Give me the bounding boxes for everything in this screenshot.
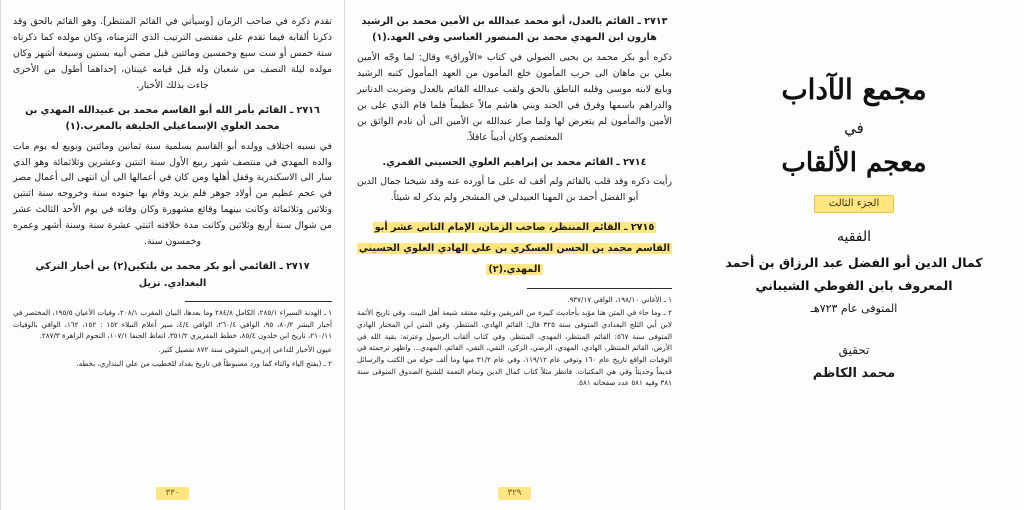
page-number-330 xyxy=(1,488,344,498)
author-name: كمال الدين أبو الفضل عبد الرزاق بن أحمد xyxy=(725,254,983,270)
tahqiq-label: تحقيق xyxy=(838,343,870,358)
entry-2713 xyxy=(357,14,672,146)
footnote: ٢ ـ وما جاء في المتن هنا مؤيد بأحاديث كبيرة من الفريقين وعليه معتقد شيعة أهل البيت. وفي تاريخ الأئمة لابن أبي الثلج البغدادي المتوفى سنة ٣٢٥ قال: القائم الهادي، المنتظر. وفي المتن ابن المختار الهادي المتوفى سنة ٥٦٧: القائم المنتظر، المهدي، المنتظر. وفي كتاب ألقاب الرسول وعترته: بقية الله في الأرض، القائم المنتظر، الهادي، المهدي، الرضي، الزكي، التقي، النقي، القائم، المهدي... واظهر ترجمته في الوفيات الواقع تاريخ عام ١٦٠ وتوفي عام ١١٩/١٢، وفي عام ٣١/٢ منها وما ألف حوله من الكتب والرسائل قديماً وحديثاً وفي هي المكتبات. فانظر مثلاً كتاب كمال الدين وتمام النعمة للشيخ الصدوق المتوفى سنة ٣٨١ وفيه ٥٨١ عدد صفحاته ٥٨١. xyxy=(357,308,672,388)
footnote: ١ ـ الأغاني ١٩٨/١٠، الوافي ٩٣٧/١٧. xyxy=(567,294,672,304)
author-known-as: المعروف بابن الفوطي الشيباني xyxy=(755,277,953,293)
text-block xyxy=(13,14,332,94)
page-330 xyxy=(0,0,344,510)
footnote: ١ ـ الهدنة السيراء ٢٨٥/١، الكامل ٢٨٤/٨ وما بعدها، البيان المغرب ٢٠٨/١، وفيات الأعيان ١٩٥/٥، المختصر في أخبار البشر ٨٠/٢، ٩٥، الوافي ٢٦٠/٤، الوافي ٤/٤، سير أعلام النبلاء ١٥٢ : ١٥٢، ١٦٢، الوافي بالوفيات ٢١٠/١١، تاريخ ابن خلدون ٨٥/٤، خطط المقريزي ٣٥١/٢، اتعاظ الحنفا ١٠٧/١، النجوم الزاهرة ٢٨٧/٣. xyxy=(13,308,333,341)
footnote-divider xyxy=(527,288,672,289)
entry-heading: ٢٧١٤ ـ القائم محمد بن إبراهيم العلوي الحسيني القمري. xyxy=(382,156,647,168)
author-label: الفقيه xyxy=(836,228,872,245)
entry-heading: ٢٧١٧ ـ القائمي أبو بكر محمد بن يلتكين(٢) بن أخبار التركي البغدادي. نزيل xyxy=(35,261,310,289)
entry-2715 xyxy=(357,215,672,279)
paragraph: رأيت ذكره وقد قلب بالقائم ولم أقف له على ما أورده عنه وقد شيخنا جمال الدين أبو الفضل أحمد بن المهنا العبيدلي في المشجر ولم يذكر له شيئاً. xyxy=(357,175,672,203)
page-329 xyxy=(344,0,684,510)
book-title-connector: في xyxy=(844,119,864,137)
book-subtitle: معجم الألقاب xyxy=(781,148,927,178)
entry-heading: ٢٧١٦ ـ القائم بأمر الله أبو القاسم محمد بن عبيدالله المهدي بن محمد العلوي الإسماعيلي الخليفة بالمغرب.(١) xyxy=(25,104,320,133)
footnote: ٢ ـ (بفتح الياء والتاء كما ورد مضبوطاً في تاريخ بغداد للخطيب من علي البنداري، بخطه. xyxy=(76,358,332,368)
entry-2714 xyxy=(357,155,672,206)
paragraph: في نسبه اختلاف وولده أبو القاسم بسلمية سنة ثمانين ومائتين وبويع له يوم مات والده المهدي في منتصف شهر ربيع الأول سنة اثنتين وعشرين وثلاثمائة وهو الذي سار الى الاسكندرية وقفل أهلها ومن كان في أعمالها الى أن انتهى الى أعمال مصر في عجم عظيم من أولاد جوهر فلم يزيد وقام بها جنوده سنة وخروجه سنة اثنتين وثلاثين وثلاثمائة وكانت بينهما وقائع مشهورة وكان وفاته في يوم الأحد الثالث عشر من شوال سنة أربع وثلاثين وكانت مدة خلافته اثنتي عشرة سنة وسنة أشهر وعمره وخمسون سنة. xyxy=(13,140,332,248)
entry-2717 xyxy=(13,259,332,292)
footnotes-329 xyxy=(357,294,672,389)
entry-heading: ٢٧١٣ ـ القائم بالعدل، أبو محمد عبدالله بن الأمين محمد بن الرشيد هارون ابن المهدي محمد بن المنصور العباسي وفي العهد.(١) xyxy=(361,16,668,44)
volume-badge: الجزء الثالث xyxy=(814,195,894,213)
book-title: مجمع الآداب xyxy=(781,73,927,106)
paragraph: تقدم ذكره في صاحب الزمان [وسيأتي في القائم المنتظر]. وهو القائم بالحق وقد ذكرنا ألقابه فيما تقدم على مقتضى الترتيب الذي التزمناه، وكان مولده كما ذكرناه سنة خمس أو ست سبع وخمسين ومائتين قبل مضي أبيه بستين وسبعة أشهر وكان مولده ليلة النصف من شعبان وله قبل قيامه غيبتان، إحداهما أطول من الأخرى جاءت بذلك الأخبار. xyxy=(13,16,332,91)
editor-name: محمد الكاظم xyxy=(812,366,896,382)
page-number-label: ٣٢٩ xyxy=(498,487,532,500)
footnotes-330 xyxy=(13,307,332,369)
page-number-label: ٣٣٠ xyxy=(156,487,190,500)
paragraph: ذكره أبو بكر محمد بن يحيى الصولي في كتاب «الأوراق» وقال: لما وجّه الأمين بعلي بن ماهان الى حرب المأمون خلع المأمون من العهد المأمول كتبه الرشيد وبايع لابنه موسى وقلبه الناطق بالحق ولقب عبدالله القائم بالعدل وضربت الدنانير والدراهم باسمها وفرق في الجند وبني هاشم مالاً عظيماً فلما قام الذي على بن الأمين والمأمون لم يتعرض لها ولما صار عبدالله بن الأمين الى أن نادم الواثق بن المعتصم وكان أديباً عاقلاً. xyxy=(357,51,672,143)
footnote: عيون الأخبار للداعي إدريس المتوفى سنة ٨٧٢ تفصيل كثير. xyxy=(158,344,332,354)
entry-heading-highlighted: ٢٧١٥ ـ القائم المنتظر، صاحب الزمان، الإمام الثاني عشر أبو القاسم محمد بن الحسن العسكري بن علي الهادي العلوي الحسيني المهدي.(٢) xyxy=(358,221,670,276)
entry-2716 xyxy=(13,103,332,250)
author-death-year: المتوفى عام ٧٢٣هـ xyxy=(810,302,898,316)
page-number-329 xyxy=(345,488,684,498)
title-page xyxy=(684,0,1024,510)
footnote-divider xyxy=(185,301,332,302)
